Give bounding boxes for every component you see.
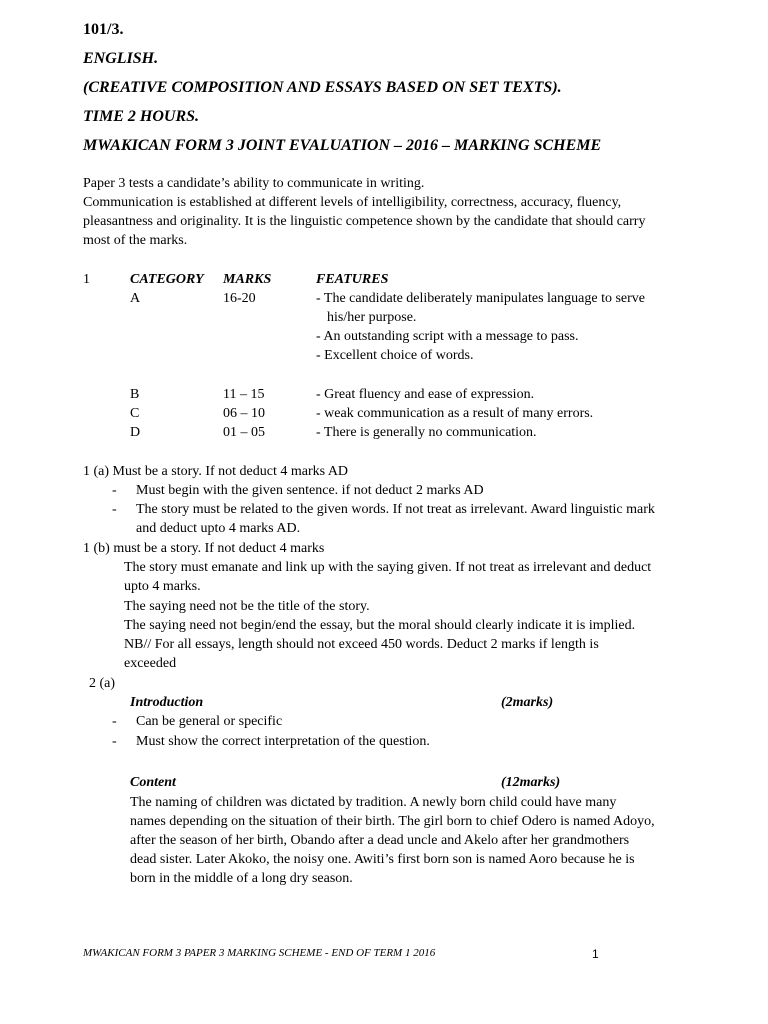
introduction-marks: (2marks) [501, 695, 554, 710]
time-heading: TIME 2 HOURS. [83, 108, 200, 125]
intro-line: Paper 3 tests a candidate’s ability to communicate in writing. [83, 176, 425, 191]
feature-line: his/her purpose. [327, 310, 417, 325]
category-header: CATEGORY [130, 272, 204, 287]
q1a-bullet: The story must be related to the given words. If not treat as irrelevant. Award linguistic mark [136, 502, 655, 517]
marks-cell: 06 – 10 [223, 406, 265, 421]
marks-cell: 16-20 [223, 291, 256, 306]
q1b-line: The saying need not be the title of the story. [124, 599, 370, 614]
document-title: MWAKICAN FORM 3 JOINT EVALUATION – 2016 – MARKING SCHEME [83, 137, 602, 154]
feature-line: - Great fluency and ease of expression. [316, 387, 535, 402]
category-cell: B [130, 387, 140, 402]
bullet-dash: - [112, 483, 117, 498]
content-line: born in the middle of a long dry season. [130, 871, 353, 886]
q1b-line: upto 4 marks. [124, 579, 201, 594]
introduction-title: Introduction [130, 695, 204, 710]
content-title: Content [130, 775, 176, 790]
page-number: 1 [592, 947, 599, 961]
category-cell: A [130, 291, 141, 306]
page-footer: MWAKICAN FORM 3 PAPER 3 MARKING SCHEME - END OF TERM 1 2016 [83, 947, 436, 959]
feature-line: - An outstanding script with a message to pass. [316, 329, 579, 344]
q2a-label: 2 (a) [89, 676, 116, 691]
content-line: The naming of children was dictated by tradition. A newly born child could have many [130, 795, 617, 810]
q1b-line: The saying need not begin/end the essay, but the moral should clearly indicate it is implied. [124, 618, 636, 633]
q1b-line: exceeded [124, 656, 177, 671]
paper-heading: (CREATIVE COMPOSITION AND ESSAYS BASED ON SET TEXTS). [83, 79, 562, 96]
feature-line: - There is generally no communication. [316, 425, 537, 440]
content-line: after the season of her birth, Obando after a dead uncle and Akelo after her grandmothers [130, 833, 630, 848]
q1b-line: NB// For all essays, length should not exceed 450 words. Deduct 2 marks if length is [124, 637, 599, 652]
intro-line: Communication is established at different levels of intelligibility, correctness, accuracy, fluency, [83, 195, 622, 210]
q1a-bullet: Must begin with the given sentence. if not deduct 2 marks AD [136, 483, 484, 498]
intro-bullet: Must show the correct interpretation of the question. [136, 734, 430, 749]
subject-heading: ENGLISH. [83, 50, 159, 67]
bullet-dash: - [112, 714, 117, 729]
q1b-line: The story must emanate and link up with the saying given. If not treat as irrelevant and deduct [124, 560, 652, 575]
marks-cell: 11 – 15 [223, 387, 265, 402]
intro-line: most of the marks. [83, 233, 188, 248]
q1a-bullet: and deduct upto 4 marks AD. [136, 521, 301, 536]
intro-bullet: Can be general or specific [136, 714, 283, 729]
marks-cell: 01 – 05 [223, 425, 265, 440]
category-cell: D [130, 425, 141, 440]
feature-line: - The candidate deliberately manipulates language to serve [316, 291, 645, 306]
marks-header: MARKS [223, 272, 272, 287]
content-marks: (12marks) [501, 775, 561, 790]
content-line: dead sister. Later Akoko, the noisy one. Awiti’s first born son is named Aoro because he is [130, 852, 635, 867]
q1b-heading: 1 (b) must be a story. If not deduct 4 marks [83, 541, 325, 556]
bullet-dash: - [112, 734, 117, 749]
question-number: 1 [83, 272, 90, 287]
content-line: names depending on the situation of their birth. The girl born to chief Odero is named Adoyo, [130, 814, 655, 829]
features-header: FEATURES [316, 272, 389, 287]
bullet-dash: - [112, 502, 117, 517]
feature-line: - Excellent choice of words. [316, 348, 474, 363]
category-cell: C [130, 406, 140, 421]
intro-line: pleasantness and originality. It is the linguistic competence shown by the candidate that should carry [83, 214, 646, 229]
paper-code: 101/3. [83, 21, 124, 38]
q1a-heading: 1 (a) Must be a story. If not deduct 4 marks AD [83, 464, 349, 479]
feature-line: - weak communication as a result of many errors. [316, 406, 594, 421]
